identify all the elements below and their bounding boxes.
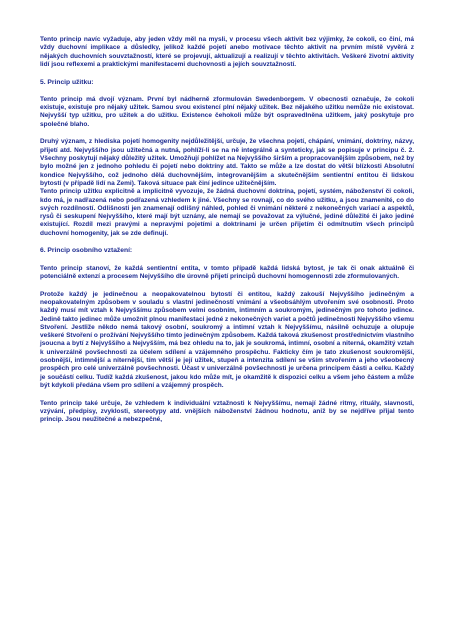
heading-personal-relation: 6. Princip osobního vztažení: [40, 247, 133, 255]
paragraph-consequences: Tento princip navíc vyžaduje, aby jeden vždy měl na mysli, v procesu všech aktivit bez výjimky, že cokoli, co činí, má vždy duchovní implikace a důsledky, jelikož každé pojetí anebo motivace těchto aktivit na prvním místě vyvěrá z nějakých duchovních souvztažností, které se projevují, aktualizují a realizují v těchto aktivitách. Veškeré životní aktivity lidí jsou reflexemi a praktickými manifestacemi duchovnosti a jejích souvztažností. [40, 36, 414, 68]
paragraph-external-religions: Tento princip také určuje, že vzhledem k individuální vztažnosti k Nejvyššímu, nemají žádné ritmy, rituály, slavnosti, vzývání, předpisy, zvyklosti, stereotypy atd. vnějších náboženství žádnou hodnotu, aniž by se nejdříve přijal tento princip. Jsou neužitečné a nebezpečné, [40, 399, 414, 424]
paragraph-personal-uniqueness: Protože každý je jedinečnou a neopakovatelnou bytostí či entitou, každý zakouší Nejvyššího jedinečným a neopakovatelným způsobem v souladu s vlastní jedinečností vnímání a všeobsáhlým utvořením své osobnosti. Proto každý musí mít vztah k Nejvyššímu způsobem velmi osobním, intimním a soukromým, jedinečným pro tohoto jedince. Jedině takto jedinec může umožnit plnou manifestaci jedné z nekonečných variet a počtů jedinečnosti Nejvyššího všemu Stvoření. Jestliže někdo nemá takový osobní, soukromý a intimní vztah k Nejvyššímu, násilně ochuzuje a olupuje veškeré Stvoření o prožívání Nejvyššího tímto jedinečným způsobem. Každá taková zkušenost prostřednictvím vlastního jsoucna a bytí z Nejvyššího a Nejvyšším, má bez ohledu na to, jak je soukromá, intimní, osobní a niterná, okamžitý vztah k univerzálně povšechnosti za účelem sdílení a vzájemného prospěchu. Fakticky čím je tato zkušenost soukromější, osobnější, intimnější a niternější, tím větší je její užitek, stupeň a intenzita sdílení se vším stvořením a jeho všeobecný prospěch pro celé univerzálně povšechnosti. Účast v univerzálně povšechnosti je určena principem části a celku. Každý je součástí celku. Tudíž každá zkušenost, jakou kdo může mít, je okamžitě k dispozici celku a všem jeho částem a může být kdykoli předána všem pro sdílení a vzájemný prospěch. [40, 290, 414, 389]
paragraph-use-equality: Tento princip užitku explicitně a implicitně vyvozuje, že žádná duchovní doktrína, pojetí, systém, náboženství či cokoli, kdo má, je nadřazená nebo podřazená vzhledem k jiné. Všechny se rovnají, co do svého užitku, a jsou znamenité, co do svých rozdílností. Odlišnosti jen znamenají odlišný náhled, pohled či vnímání některé z nekonečných variací a aspektů, rysů či seskupení Nejvyššího, které mají být uznány, ale nemají se považovat za výlučné, jediné důležité či jako jediné existující. Rozdíl mezi pravými a nepravými pojetími a doktrínami je určen přijetím či odmítnutím všech principů duchovní homogenity, jak se zde definují. [40, 188, 414, 237]
heading-principle-of-use: 5. Princip užitku: [40, 78, 94, 86]
paragraph-use-first-meaning: Tento princip má dvojí význam. První byl nádherně zformulován Swedenborgem. V obecnosti označuje, že cokoli existuje, existuje pro nějaký užitek. Samou svou existencí plní nějaký užitek. Bez nějakého užitku nemůže nic existovat. Nejvyšší typ užitku, pro užitek a do užitku. Existence čehokoli může být ospravedlněna užitkem, jaký poskytuje pro společné blaho. [40, 95, 414, 128]
paragraph-personal-relation-definition: Tento princip stanoví, že každá sentientní entita, v tomto případě každá lidská bytost, je tak či onak aktuálně či potenciálně extenzí a procesem Nejvyššího dle úrovně přijetí principů duchovní homogennosti zde zformulovaných. [40, 264, 414, 280]
paragraph-use-second-meaning: Druhý význam, z hlediska pojetí homogenity nejdůležitější, určuje, že všechna pojetí, chápání, vnímání, doktríny, názvy, přijetí atd. Nejvyššího jsou užitečná a nutná, pohlíží-li se na ně integrálně a synteticky, jak se popisuje v principu č. 2. Všechny poskytují nějaký důležitý užitek. Umožňují pohlížet na Nejvyššího širším a propracovanějším způsobem, než by bylo možné jen z jednoho pohledu či pojetí nebo doktríny atd. Takto se může a lze dostat do větší blízkosti Absolutní kondice Nejvyššího, což jednoho dělá duchovnějším, integrovanějším a skutečnějším sentientní entitou či lidskou bytostí (v případě lidí na Zemi). Taková situace pak činí jedince užitečnějším. [40, 138, 414, 187]
